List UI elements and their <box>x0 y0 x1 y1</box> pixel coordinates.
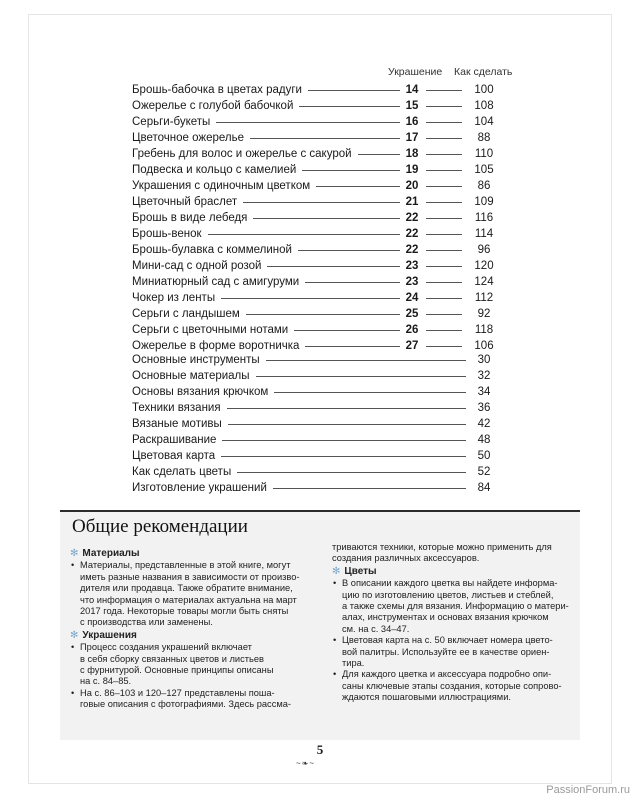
howto-page: 108 <box>464 98 504 114</box>
bullet-icon: • <box>333 578 337 589</box>
leader-line <box>250 138 400 139</box>
text-line: Материалы, представленные в этой книге, могут <box>80 560 291 571</box>
toc-row <box>132 258 508 274</box>
jewelry-page: 26 <box>400 322 424 338</box>
toc-title: Брошь-бабочка в цветах радуги <box>132 82 306 98</box>
howto-page: 105 <box>464 162 504 178</box>
toc-row <box>132 448 508 464</box>
projects-toc <box>132 82 508 354</box>
howto-page: 92 <box>464 306 504 322</box>
general-title: Общие рекомендации <box>72 516 248 537</box>
bullet-icon: • <box>71 687 75 698</box>
leader-line <box>426 122 462 123</box>
text-line: а также схемы для вязания. Информацию о матери- <box>342 601 569 612</box>
toc-title: Ожерелье в форме воротничка <box>132 338 303 354</box>
toc-title: Основные инструменты <box>132 352 264 368</box>
page: 32 <box>466 368 502 384</box>
page: 42 <box>466 416 502 432</box>
toc-row <box>132 274 508 290</box>
leader-line <box>222 440 466 441</box>
howto-page: 124 <box>464 274 504 290</box>
toc-title: Вязаные мотивы <box>132 416 226 432</box>
left-column <box>70 547 314 711</box>
jewelry-page: 20 <box>400 178 424 194</box>
jewelry-paragraph-1 <box>70 642 314 688</box>
toc-title: Цветовая карта <box>132 448 219 464</box>
toc-title: Брошь-венок <box>132 226 206 242</box>
page-number: 5 <box>316 742 324 757</box>
text-line: тира. <box>342 658 365 669</box>
jewelry-page: 14 <box>400 82 424 98</box>
watermark: PassionForum.ru <box>546 784 630 796</box>
bullet-icon: • <box>333 635 337 646</box>
leader-line <box>274 392 466 393</box>
howto-page: 120 <box>464 258 504 274</box>
howto-page: 118 <box>464 322 504 338</box>
materials-heading: ✻ Материалы <box>70 548 140 559</box>
toc-row <box>132 416 508 432</box>
leader-line <box>243 202 400 203</box>
leader-line <box>273 488 466 489</box>
leader-line <box>298 250 400 251</box>
jewelry-page: 23 <box>400 274 424 290</box>
ornament-icon: ~❧~ <box>296 759 316 768</box>
toc-header-jewelry: Украшение <box>388 66 443 78</box>
leader-line <box>302 170 400 171</box>
text-line: что информация о материалах актуальна на март <box>80 594 297 605</box>
jewelry-page: 22 <box>400 226 424 242</box>
leader-line <box>237 472 466 473</box>
text-line: 2017 года. Некоторые товары могли быть сняты <box>80 606 289 617</box>
toc-row <box>132 400 508 416</box>
howto-page: 96 <box>464 242 504 258</box>
page: 50 <box>466 448 502 464</box>
leader-line <box>426 330 462 331</box>
page: 36 <box>466 400 502 416</box>
howto-page: 104 <box>464 114 504 130</box>
text-line: дителя или продавца. Также обратите внимание, <box>80 583 293 594</box>
toc-row <box>132 146 508 162</box>
toc-title: Гребень для волос и ожерелье с сакурой <box>132 146 356 162</box>
leader-line <box>228 424 466 425</box>
jewelry-page: 23 <box>400 258 424 274</box>
toc-row <box>132 464 508 480</box>
toc-title: Серьги с ландышем <box>132 306 244 322</box>
right-column <box>332 542 572 704</box>
text-line: говые описания с фотографиями. Здесь рассма- <box>80 699 292 710</box>
flowers-paragraph-3 <box>332 669 572 703</box>
toc-title: Цветочное ожерелье <box>132 130 248 146</box>
jewelry-page: 27 <box>400 338 424 354</box>
leader-line <box>426 234 462 235</box>
toc-title: Основы вязания крючком <box>132 384 272 400</box>
toc-title: Цветочный браслет <box>132 194 241 210</box>
text-line: На с. 86–103 и 120–127 представлены поша- <box>80 687 275 698</box>
text-line: саны ключевые этапы создания, которые сопрово- <box>342 680 562 691</box>
page: 48 <box>466 432 502 448</box>
flower-bullet-icon: ✻ <box>332 565 341 577</box>
basics-toc <box>132 352 508 496</box>
toc-title: Изготовление украшений <box>132 480 271 496</box>
general-recommendations-box <box>60 510 580 740</box>
jewelry-paragraph-2 <box>70 688 314 711</box>
toc-header-howto: Как сделать <box>454 66 513 78</box>
leader-line <box>426 106 462 107</box>
leader-line <box>227 408 466 409</box>
toc-title: Серьги с цветочными нотами <box>132 322 292 338</box>
text-line: ждаются пошаговыми иллюстрациями. <box>342 692 511 703</box>
toc-title: Миниатюрный сад с амигуруми <box>132 274 303 290</box>
toc-title: Брошь-булавка с коммелиной <box>132 242 296 258</box>
text-line: алах, инструментах и основах вязания крючком <box>342 612 549 623</box>
text-line: триваются техники, которые можно применить для <box>332 542 552 552</box>
leader-line <box>305 282 400 283</box>
text-line: с фурнитурой. Основные принципы описаны <box>80 665 274 676</box>
leader-line <box>208 234 400 235</box>
jewelry-page: 18 <box>400 146 424 162</box>
jewelry-page: 16 <box>400 114 424 130</box>
toc-title: Как сделать цветы <box>132 464 235 480</box>
toc-row <box>132 368 508 384</box>
toc-title: Раскрашивание <box>132 432 220 448</box>
toc-row <box>132 194 508 210</box>
jewelry-page: 15 <box>400 98 424 114</box>
leader-line <box>253 218 400 219</box>
toc-title: Ожерелье с голубой бабочкой <box>132 98 297 114</box>
toc-title: Чокер из ленты <box>132 290 219 306</box>
leader-line <box>256 376 466 377</box>
toc-title: Серьги-букеты <box>132 114 214 130</box>
leader-line <box>426 202 462 203</box>
text-line: в себя сборку связанных цветов и листьев <box>80 653 264 664</box>
leader-line <box>426 314 462 315</box>
jewelry-heading: ✻ Украшения <box>70 629 137 641</box>
flower-bullet-icon: ✻ <box>70 629 79 641</box>
toc-title: Техники вязания <box>132 400 225 416</box>
text-line: с производства или заменены. <box>80 617 213 628</box>
jewelry-page: 24 <box>400 290 424 306</box>
leader-line <box>221 456 466 457</box>
howto-page: 106 <box>464 338 504 354</box>
bullet-icon: • <box>333 669 337 680</box>
toc-row <box>132 114 508 130</box>
text-line: Цветовая карта на с. 50 включает номера цвето- <box>342 635 553 646</box>
text-line: см. на с. 34–47. <box>342 623 410 634</box>
toc-row <box>132 306 508 322</box>
toc-row <box>132 130 508 146</box>
leader-line <box>426 186 462 187</box>
howto-page: 116 <box>464 210 504 226</box>
leader-line <box>426 282 462 283</box>
toc-row <box>132 480 508 496</box>
leader-line <box>305 346 400 347</box>
toc-title: Мини-сад с одной розой <box>132 258 265 274</box>
flowers-heading: ✻ Цветы <box>332 565 377 577</box>
howto-page: 88 <box>464 130 504 146</box>
howto-page: 100 <box>464 82 504 98</box>
leader-line <box>426 170 462 171</box>
toc-row <box>132 210 508 226</box>
flower-bullet-icon: ✻ <box>70 548 79 559</box>
jewelry-page: 22 <box>400 242 424 258</box>
text-line: вой палитры. Используйте ее в качестве ориен- <box>342 646 550 657</box>
toc-row <box>132 322 508 338</box>
toc-title: Брошь в виде лебедя <box>132 210 251 226</box>
howto-page: 109 <box>464 194 504 210</box>
jewelry-page: 19 <box>400 162 424 178</box>
leader-line <box>358 154 400 155</box>
toc-row <box>132 226 508 242</box>
leader-line <box>246 314 400 315</box>
bullet-icon: • <box>71 560 75 571</box>
howto-page: 112 <box>464 290 504 306</box>
toc-title: Основные материалы <box>132 368 254 384</box>
bullet-icon: • <box>71 642 75 653</box>
toc-row <box>132 432 508 448</box>
leader-line <box>316 186 400 187</box>
jewelry-page: 21 <box>400 194 424 210</box>
leader-line <box>216 122 400 123</box>
toc-row <box>132 162 508 178</box>
leader-line <box>267 266 400 267</box>
page: 34 <box>466 384 502 400</box>
toc-row <box>132 290 508 306</box>
flowers-paragraph-2 <box>332 635 572 669</box>
toc-row <box>132 178 508 194</box>
howto-page: 86 <box>464 178 504 194</box>
leader-line <box>294 330 400 331</box>
text-line: В описании каждого цветка вы найдете информа- <box>342 578 558 589</box>
toc-row <box>132 384 508 400</box>
text-line: создания различных аксессуаров. <box>332 553 480 564</box>
page: 52 <box>466 464 502 480</box>
text-line: Для каждого цветка и аксессуара подробно опи- <box>342 669 552 680</box>
leader-line <box>426 154 462 155</box>
leader-line <box>426 218 462 219</box>
toc-row <box>132 98 508 114</box>
leader-line <box>299 106 400 107</box>
jewelry-page: 17 <box>400 130 424 146</box>
leader-line <box>426 250 462 251</box>
toc-row <box>132 82 508 98</box>
howto-page: 114 <box>464 226 504 242</box>
leader-line <box>308 90 400 91</box>
jewelry-page: 25 <box>400 306 424 322</box>
leader-line <box>266 360 466 361</box>
jewelry-page: 22 <box>400 210 424 226</box>
text-line: иметь разные названия в зависимости от произво- <box>80 571 300 582</box>
text-line: цию по изготовлению цветов, листьев и стеблей, <box>342 589 554 600</box>
page: 30 <box>466 352 502 368</box>
materials-paragraph <box>70 560 314 628</box>
flowers-paragraph-1 <box>332 578 572 635</box>
leader-line <box>426 346 462 347</box>
continued-paragraph <box>332 542 572 565</box>
text-line: Процесс создания украшений включает <box>80 642 252 653</box>
toc-title: Подвеска и кольцо с камелией <box>132 162 300 178</box>
howto-page: 110 <box>464 146 504 162</box>
leader-line <box>426 90 462 91</box>
page: 84 <box>466 480 502 496</box>
leader-line <box>426 138 462 139</box>
toc-row <box>132 352 508 368</box>
toc-title: Украшения с одиночным цветком <box>132 178 314 194</box>
leader-line <box>426 266 462 267</box>
leader-line <box>426 298 462 299</box>
leader-line <box>221 298 400 299</box>
toc-row <box>132 242 508 258</box>
text-line: на с. 84–85. <box>80 676 132 687</box>
